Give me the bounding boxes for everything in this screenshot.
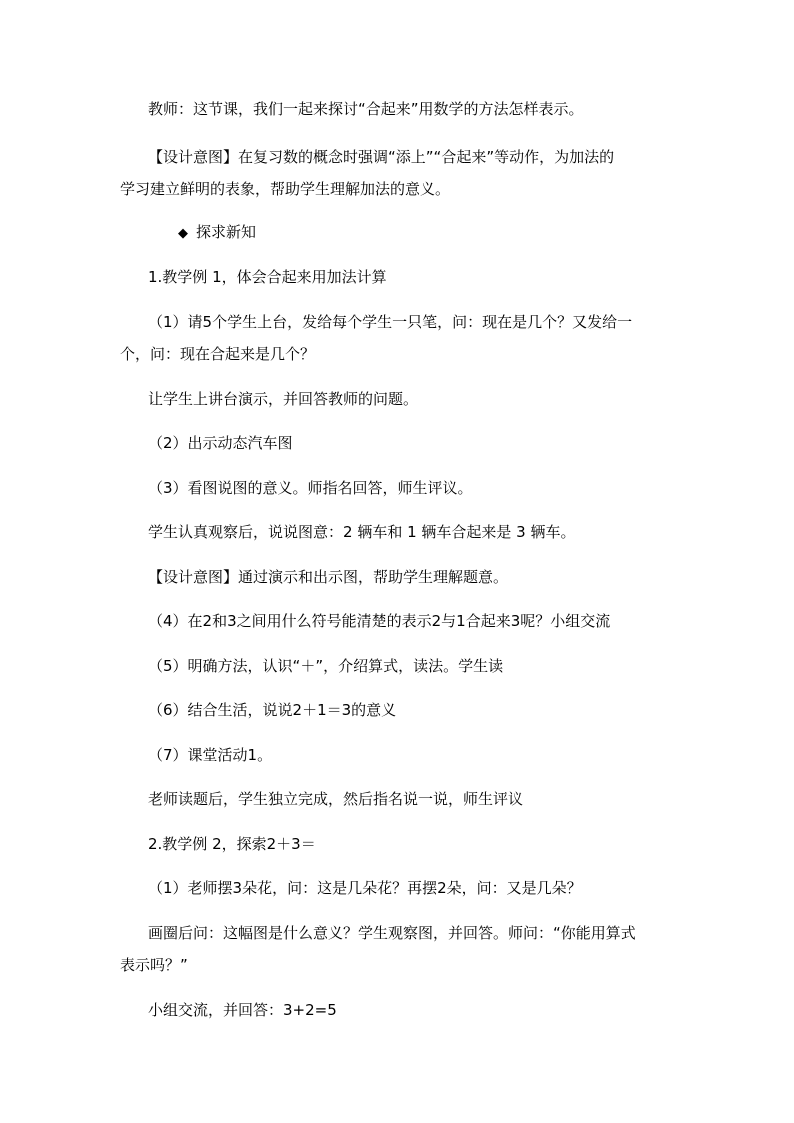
paragraph-demo: 让学生上讲台演示，并回答教师的问题。 <box>148 390 419 408</box>
paragraph-design-intent-1-line1: 【设计意图】在复习数的概念时强调“添上”“合起来”等动作，为加法的 <box>148 148 615 166</box>
section-heading-label: 探求新知 <box>196 223 257 241</box>
paragraph-circle-question-line2: 表示吗？” <box>120 956 188 974</box>
paragraph-circle-question-line1: 画圈后问：这幅图是什么意义？学生观察图，并回答。师问：“你能用算式 <box>148 924 636 942</box>
example-1-heading: 1.教学例 1，体会合起来用加法计算 <box>148 268 387 286</box>
step-1-line1: （1）请5个学生上台，发给每个学生一只笔，问：现在是几个？又发给一 <box>148 313 633 331</box>
step-1-line2: 个，问：现在合起来是几个？ <box>120 345 316 363</box>
step-6: （6）结合生活，说说2＋1＝3的意义 <box>148 701 397 719</box>
paragraph-group-answer: 小组交流，并回答：3+2=5 <box>148 1001 337 1019</box>
example-2-step-1: （1）老师摆3朵花，问：这是几朵花？再摆2朵，问：又是几朵？ <box>148 879 582 897</box>
step-7: （7）课堂活动1。 <box>148 746 273 764</box>
step-2: （2）出示动态汽车图 <box>148 434 293 452</box>
paragraph-design-intent-2: 【设计意图】通过演示和出示图，帮助学生理解题意。 <box>148 568 509 586</box>
paragraph-observation: 学生认真观察后，说说图意：2 辆车和 1 辆车合起来是 3 辆车。 <box>148 523 576 541</box>
paragraph-design-intent-1-line2: 学习建立鲜明的表象，帮助学生理解加法的意义。 <box>120 180 451 198</box>
step-3: （3）看图说图的意义。师指名回答，师生评议。 <box>148 479 473 497</box>
paragraph-teacher-intro: 教师：这节课，我们一起来探讨“合起来”用数学的方法怎样表示。 <box>148 100 584 118</box>
step-5: （5）明确方法，认识“＋”，介绍算式，读法。学生读 <box>148 657 504 675</box>
section-heading <box>178 221 256 245</box>
example-2-heading: 2.教学例 2，探索2＋3＝ <box>148 835 316 853</box>
paragraph-independent-work: 老师读题后，学生独立完成，然后指名说一说，师生评议 <box>148 790 524 808</box>
step-4: （4）在2和3之间用什么符号能清楚的表示2与1合起来3呢？小组交流 <box>148 612 611 630</box>
diamond-bullet-icon: ◆ <box>178 226 188 241</box>
